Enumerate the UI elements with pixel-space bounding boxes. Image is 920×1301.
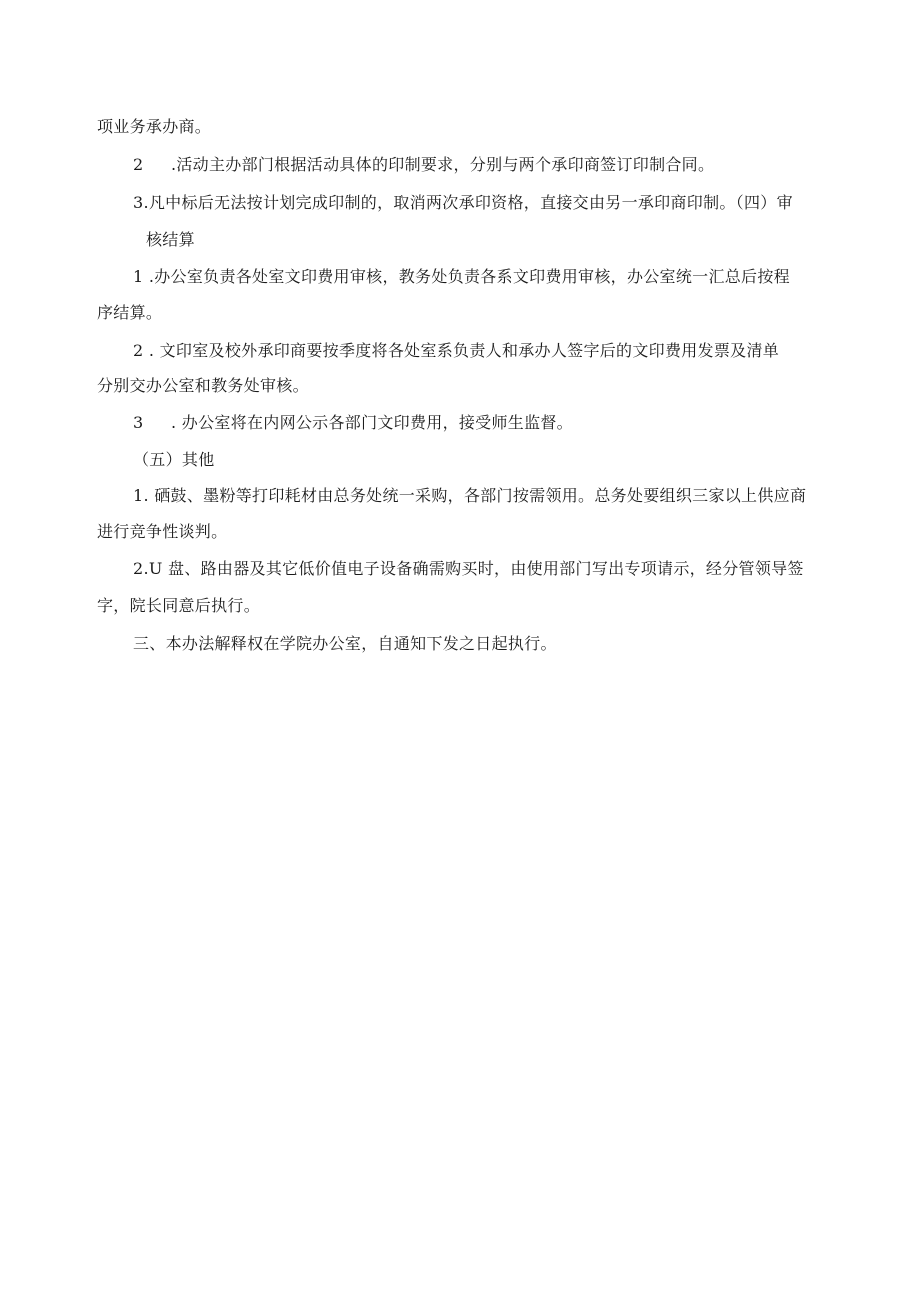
other-item-2-line-2: 字，院长同意后执行。 [97,596,261,615]
item-number: 2 [133,155,144,174]
audit-item-1-line-1: 1 .办公室负责各处室文印费用审核，教务处负责各系文印费用审核，办公室统一汇总后按程 [133,267,790,286]
item-3-line-2: 核结算 [146,230,195,249]
item-number: 3 [133,413,144,432]
other-item-2-line-1: 2.U 盘、路由器及其它低价值电子设备确需购买时，由使用部门写出专项请示，经分管领导签 [133,559,804,578]
item-3-line-1: 3.凡中标后无法按计划完成印制的，取消两次承印资格，直接交由另一承印商印制。（四）审 [133,193,793,212]
item-text: .活动主办部门根据活动具体的印制要求，分别与两个承印商签订印制合同。 [171,155,715,174]
audit-item-3-line [133,413,573,433]
audit-item-2-line-1: 2 . 文印室及校外承印商要按季度将各处室系负责人和承办人签字后的文印费用发票及清单 [133,341,780,360]
item-2-line [133,155,714,175]
section-heading: （五）其他 [133,450,215,469]
paragraph-continuation: 项业务承办商。 [97,117,212,136]
audit-item-2-line-2: 分别交办公室和教务处审核。 [97,376,309,395]
other-item-1-line-2: 进行竞争性谈判。 [97,522,228,541]
audit-item-1-line-2: 序结算。 [97,303,163,322]
other-item-1-line-1: 1. 硒鼓、墨粉等打印耗材由总务处统一采购，各部门按需领用。总务处要组织三家以上供应商 [133,486,807,505]
item-text: . 办公室将在内网公示各部门文印费用，接受师生监督。 [171,413,573,432]
article-3-line: 三、本办法解释权在学院办公室，自通知下发之日起执行。 [133,634,557,653]
